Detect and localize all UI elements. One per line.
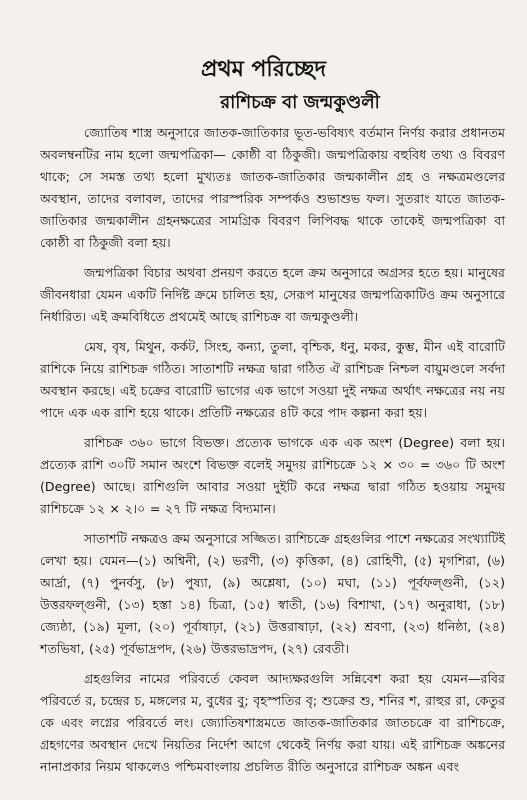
paragraph-degrees: রাশিচক্র ৩৬০ ভাগে বিভক্ত। প্রত্যেক ভাগকে এক এক অংশ (Degree) বলা হয়। প্রত্যেক রাশি ৩০টি সমান অংশে বিভক্ত বলেই সমুদয় রাশিচক্রে ১২ × ৩০ = ৩৬০ টি অংশ (Degree) আছে। রাশিগুলি আবার সওয়া দুইটি করে নক্ষত্র দ্বারা গঠিত হওয়ায় সমুদয় রাশিচক্রে ১২ × ২।০ = ২৭ টি নক্ষত্র বিদ্যমান। — [40, 435, 505, 516]
paragraph-janmapatrika: জ্যোতিষ শাস্ত্র অনুসারে জাতক-জাতিকার ভূত-ভবিষ্যৎ বর্তমান নির্ণয় করার প্রধানতম অবলম্বনটির নাম হলো জন্মপত্রিকা— কোষ্ঠী বা ঠিকুজী। জন্মপত্রিকায় বহুবিধ তথ্য ও বিবরণ থাকে; সে সমস্ত তথ্য হলো মুখ্যতঃ জাতক-জাতিকার জন্মকালীন গ্রহ ও নক্ষত্রমণ্ডলের অবস্থান, তাদের বলাবল, তাদের পারস্পরিক সম্পর্কও শুভাশুভ ফল। সুতরাং যাতে জাতক-জাতিকার জন্মকালীন গ্রহনক্ষত্রের সামগ্রিক বিবরণ লিপিবদ্ধ থাকে তাকেই জন্মপত্রিকা বা কোষ্ঠী বা ঠিকুজী বলা হয়। — [40, 125, 505, 250]
paragraph-nakshatras: সাতাশটি নক্ষত্রও ক্রম অনুসারে সজ্জিত। রাশিচক্রে গ্রহগুলির পাশে নক্ষত্রের সংখ্যাটিই লেখা হয়। যেমন—(১) অশ্বিনী, (২) ভরণী, (৩) কৃত্তিকা, (৪) রোহিণী, (৫) মৃগশিরা, (৬) আর্দ্রা, (৭) পুনর্বসু, (৮) পুষ্যা, (৯) অশ্লেষা, (১০) মঘা, (১১) পূর্বফল্গুনী, (১২) উত্তরফল্গুনী, (১৩) হস্তা ১৪) চিত্রা, (১৫) স্বাতী, (১৬) বিশাখা, (১৭) অনুরাধা, (১৮) জ্যেষ্ঠা, (১৯) মূলা, (২০) পূর্বাষাঢ়া, (২১) উত্তরাষাঢ়া, (২২) শ্রবণা, (২৩) ধনিষ্ঠা, (২৪) শতভিষা, (২৫) পূর্বভাদ্রপদ, (২৬) উত্তরভাদ্রপদ, (২৭) রেবতী। — [40, 531, 505, 656]
paragraph-planet-abbreviations: গ্রহগুলির নামের পরিবর্তে কেবল আদ্যক্ষরগুলি সন্নিবেশ করা হয় যেমন—রবির পরিবর্তে র, চন্দ্রের চ, মঙ্গলের ম, বুধের বু; বৃহস্পতির বৃ; শুক্রের শু, শনির শ, রাহুর রা, কেতুর কে এবং লগ্নের পরিবর্তে লং। জ্যোতিষশাস্ত্রমতে জাতক-জাতিকার জাতচক্রে বা রাশিচক্রে, গ্রহগণের অবস্থান দেখে নিয়তির নির্দেশ আগে থেকেই নির্ণয় করা যায়। এই রাশিচক্র অঙ্কনের নানাপ্রকার নিয়ম থাকলেও পশ্চিমবাংলায় প্রচলিত রীতি অনুসারে রাশিচক্র অঙ্কন এবং — [40, 671, 505, 774]
body-text — [40, 122, 505, 786]
paragraph-rashis: মেষ, বৃষ, মিথুন, কর্কট, সিংহ, কন্যা, তুলা, বৃশ্চিক, ধনু, মকর, কুম্ভ, মীন এই বারোটি রাশিকে নিয়ে রাশিচক্র গঠিত। সাতাশটি নক্ষত্র দ্বারা গঠিত ঐ রাশিচক্র নিশ্চল বায়ুমণ্ডলে সর্বদা অবস্থান করছে। এই চক্রের বারোটি ভাগের এক ভাগে সওয়া দুই নক্ষত্র অর্থাৎ নক্ষত্রের নয় নয় পাদে এক এক রাশি হয়ে থাকে। প্রতিটি নক্ষত্রের ৪টি করে পাদ কল্পনা করা হয়। — [40, 339, 505, 420]
chapter-title: প্রথম পরিচ্ছেদ — [200, 57, 327, 82]
chapter-subtitle: রাশিচক্র বা জন্মকুণ্ডলী — [220, 92, 380, 113]
paragraph-order: জন্মপত্রিকা বিচার অথবা প্রনয়ণ করতে হলে ক্রম অনুসারে অগ্রসর হতে হয়। মানুষের জীবনধারা যেমন একটি নির্দিষ্ট ক্রমে চালিত হয়, সেরূপ মানুষের জন্মপত্রিকাটিও ক্রম অনুসারে নির্ধারিত। এই ক্রমবিধিতে প্রথমেই আছে রাশিচক্র বা জন্মকুণ্ডলী। — [40, 265, 505, 324]
